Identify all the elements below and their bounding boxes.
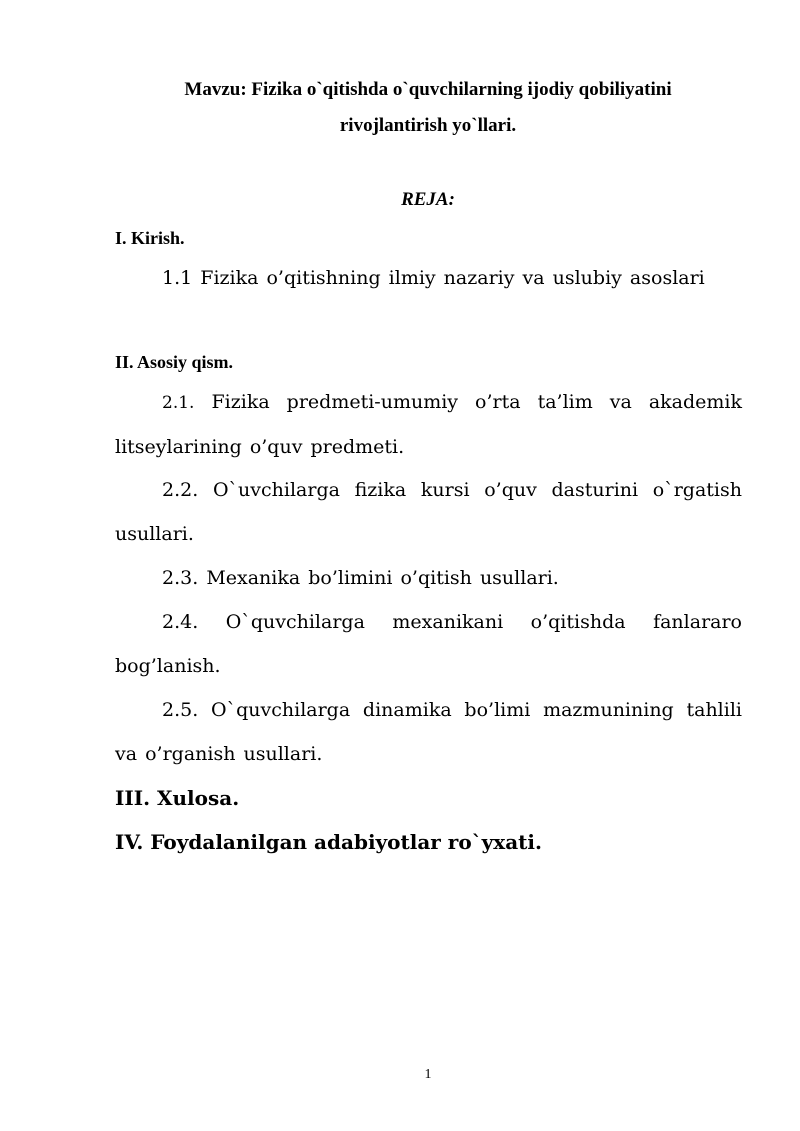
plan-item-text: Fizika o’qitishning ilmiy nazariy va uslubiy asoslari bbox=[200, 267, 705, 289]
plan-item-2-5 bbox=[115, 688, 742, 776]
plan-item-number: 2.4. bbox=[162, 611, 199, 633]
section-heading-main: II. Asosiy qism. bbox=[115, 352, 234, 372]
section-heading-conclusion: III. Xulosa. bbox=[115, 786, 240, 810]
plan-item-text: O`quvchilarga mexanikani o’qitishda fanlararo bog’lanish. bbox=[115, 611, 742, 677]
title-line-2: rivojlantirish yo`llari. bbox=[339, 115, 517, 136]
plan-item-2-4 bbox=[115, 600, 742, 688]
plan-item-text: Fizika predmeti-umumiy o’rta ta’lim va akademik litseylarining o’quv predmeti. bbox=[115, 391, 742, 458]
plan-item-number: 2.1. bbox=[162, 393, 195, 413]
plan-item-number: 2.3. bbox=[162, 567, 199, 589]
document-title bbox=[110, 72, 746, 144]
plan-item-text: O`uvchilarga fizika kursi o’quv dasturini o`rgatish usullari. bbox=[115, 479, 742, 545]
plan-heading: REJA: bbox=[401, 189, 455, 210]
plan-item-number: 2.5. bbox=[162, 699, 199, 721]
plan-item-number: 1.1 bbox=[162, 267, 193, 289]
plan-item-text: O`quvchilarga dinamika bo’limi mazmunining tahlili va o’rganish usullari. bbox=[115, 699, 742, 765]
plan-item-1-1 bbox=[115, 256, 742, 300]
section-heading-references: IV. Foydalanilgan adabiyotlar ro`yxati. bbox=[115, 830, 542, 854]
plan-item-2-2 bbox=[115, 468, 742, 556]
plan-item-text: Mexanika bo’limini o’qitish usullari. bbox=[206, 567, 559, 589]
plan-item-2-1 bbox=[115, 380, 742, 469]
plan-item-2-3 bbox=[115, 556, 742, 600]
plan-item-number: 2.2. bbox=[162, 479, 199, 501]
title-line-1: Mavzu: Fizika o`qitishda o`quvchilarning ijodiy qobiliyatini bbox=[184, 79, 672, 100]
section-heading-intro: I. Kirish. bbox=[115, 228, 185, 248]
page-number: 1 bbox=[424, 1067, 432, 1082]
